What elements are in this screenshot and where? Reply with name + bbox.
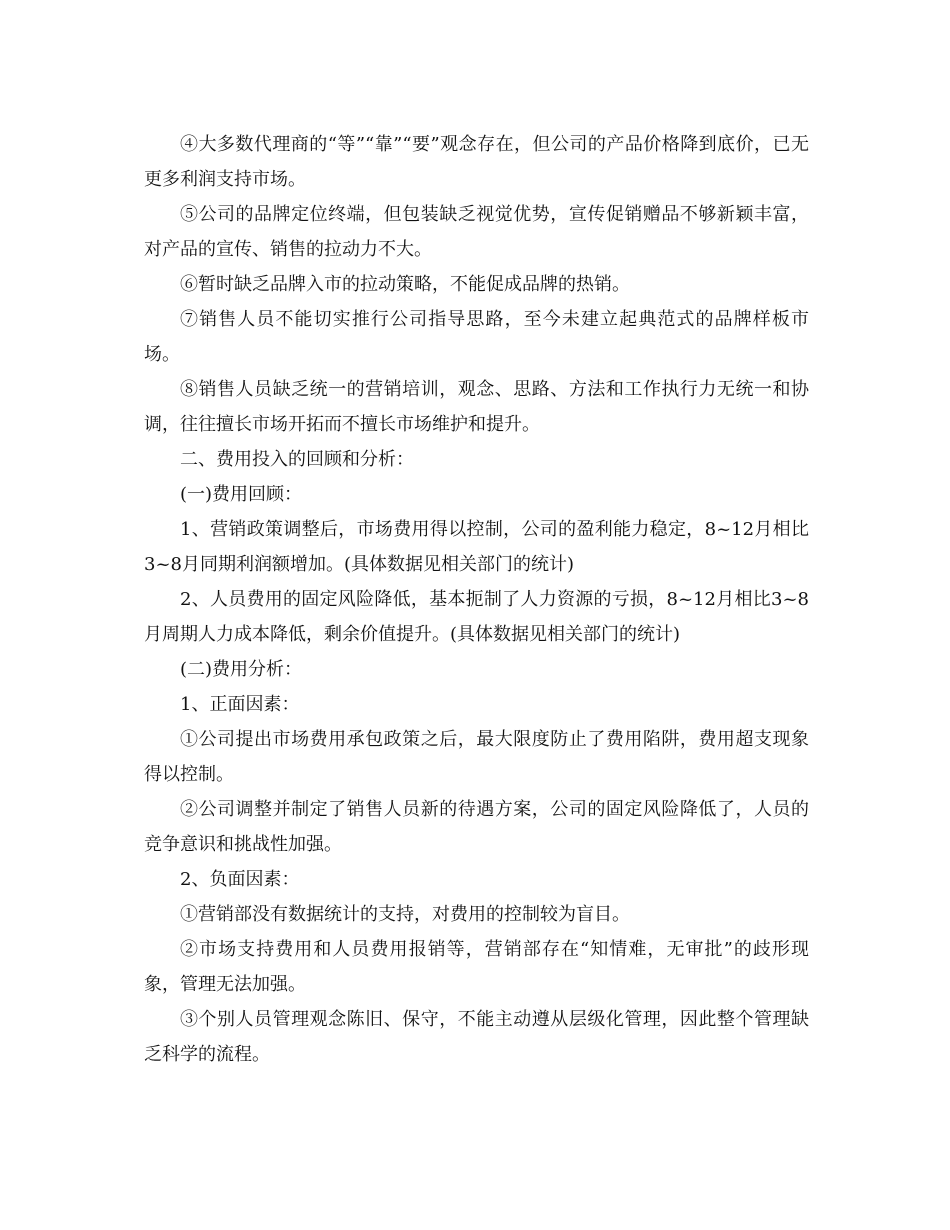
heading-positive-factors: 1、正面因素：: [180, 694, 300, 715]
heading-negative-factors: 2、负面因素：: [180, 869, 300, 890]
subsection-heading-cost-analysis: (二)费用分析：: [180, 659, 303, 680]
paragraph-positive-factor-2: ②公司调整并制定了销售人员新的待遇方案，公司的固定风险降低了，人员的竞争意识和挑战性加强。: [144, 799, 809, 855]
paragraph-negative-factor-2: ②市场支持费用和人员费用报销等，营销部存在“知情难，无审批”的歧形现象，管理无法加强。: [144, 939, 809, 995]
paragraph-market-cost-control: 1、营销政策调整后，市场费用得以控制，公司的盈利能力稳定，8~12月相比3~8月同期利润额增加。(具体数据见相关部门的统计): [144, 519, 809, 575]
paragraph-market-entry-strategy: ⑥暂时缺乏品牌入市的拉动策略，不能促成品牌的热销。: [180, 274, 630, 295]
section-heading-cost-review: 二、费用投入的回顾和分析：: [180, 449, 414, 470]
paragraph-sales-guidance: ⑦销售人员不能切实推行公司指导思路，至今未建立起典范式的品牌样板市场。: [144, 309, 809, 365]
document-body: [144, 127, 809, 1072]
paragraph-sales-training: ⑧销售人员缺乏统一的营销培训，观念、思路、方法和工作执行力无统一和协调，往往擅长市场开拓而不擅长市场维护和提升。: [144, 379, 809, 435]
paragraph-negative-factor-1: ①营销部没有数据统计的支持，对费用的控制较为盲目。: [180, 904, 630, 925]
paragraph-dealer-mindset: ④大多数代理商的“等”“靠”“要”观念存在，但公司的产品价格降到底价，已无更多利润支持市场。: [144, 134, 809, 190]
paragraph-positive-factor-1: ①公司提出市场费用承包政策之后，最大限度防止了费用陷阱，费用超支现象得以控制。: [144, 729, 809, 785]
paragraph-brand-packaging: ⑤公司的品牌定位终端，但包装缺乏视觉优势，宣传促销赠品不够新颖丰富，对产品的宣传、销售的拉动力不大。: [144, 204, 809, 260]
subsection-heading-cost-review: (一)费用回顾：: [180, 484, 303, 505]
paragraph-negative-factor-3: ③个别人员管理观念陈旧、保守，不能主动遵从层级化管理，因此整个管理缺乏科学的流程。: [144, 1009, 809, 1065]
paragraph-personnel-cost: 2、人员费用的固定风险降低，基本扼制了人力资源的亏损，8~12月相比3~8月周期人力成本降低，剩余价值提升。(具体数据见相关部门的统计): [144, 589, 809, 645]
